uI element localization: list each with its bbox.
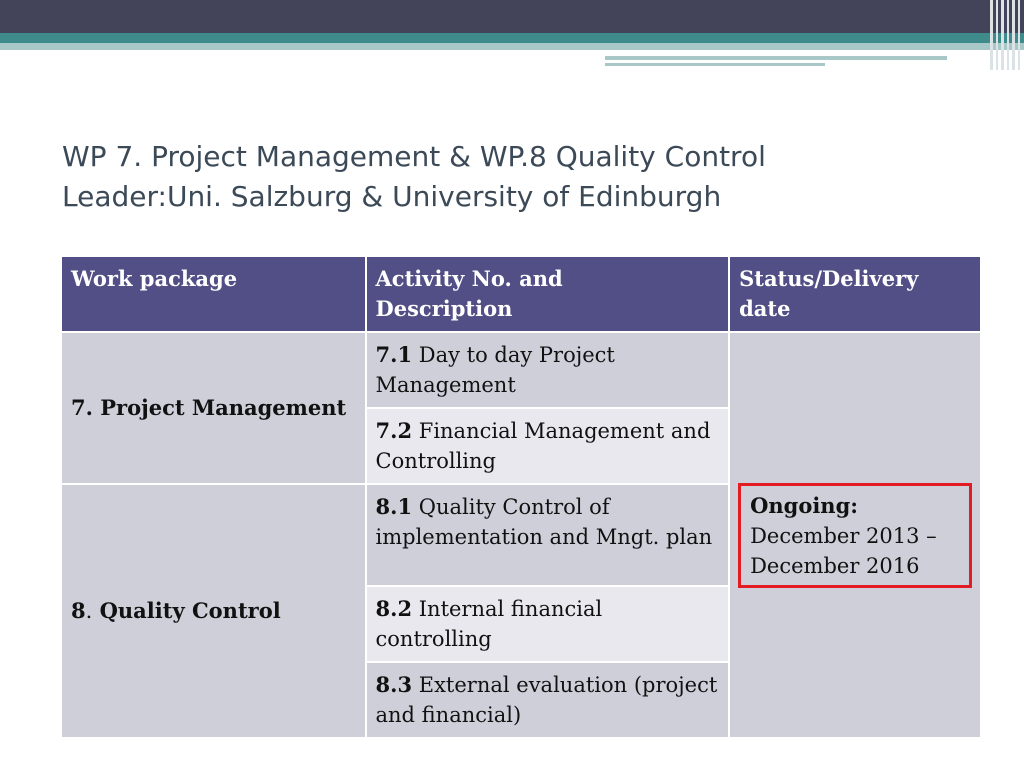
- activity-id: 8.2: [375, 596, 413, 621]
- table-row: [61, 332, 981, 408]
- table-header-row: [61, 256, 981, 332]
- activity-7-2: [366, 408, 730, 484]
- work-package-7: [61, 332, 366, 484]
- top-banner-teal: [0, 33, 1024, 43]
- activity-7-1: [366, 332, 730, 408]
- status-label: Ongoing:: [750, 492, 859, 518]
- status-highlight-box: [738, 483, 972, 588]
- wp-number: 7.: [71, 395, 93, 420]
- activity-text: Financial Management and Controlling: [375, 419, 711, 473]
- activity-id: 8.1: [375, 494, 413, 519]
- slide-title: [62, 137, 962, 217]
- activity-text: Internal financial controlling: [375, 597, 603, 651]
- header-work-package: Work package: [61, 256, 366, 332]
- header-status-line1: Status/Delivery: [739, 266, 919, 291]
- slide-title-line2: Leader:Uni. Salzburg & University of Edinburgh: [62, 180, 722, 213]
- header-status-line2: date: [739, 296, 791, 321]
- activity-id: 7.1: [375, 342, 413, 367]
- wp-number: 8: [71, 598, 86, 623]
- activity-8-1: [366, 484, 730, 586]
- status-dates: December 2013 – December 2016: [750, 523, 937, 578]
- top-banner-dark: [0, 0, 1024, 33]
- header-status: [729, 256, 981, 332]
- activity-text: Day to day Project Management: [375, 343, 615, 397]
- activity-text: External evaluation (project and financial): [375, 673, 718, 727]
- activity-id: 8.3: [375, 672, 413, 697]
- activity-8-2: [366, 586, 730, 662]
- wp-name: Project Management: [100, 395, 347, 420]
- header-activity: [366, 256, 730, 332]
- top-banner-light: [0, 43, 1024, 50]
- wp-name: Quality Control: [99, 598, 281, 623]
- activity-text: Quality Control of implementation and Mngt. plan: [375, 495, 713, 549]
- wp-separator: .: [85, 599, 93, 623]
- edge-decoration: [990, 0, 1024, 70]
- work-package-table: [60, 255, 982, 739]
- header-activity-line1: Activity No. and: [375, 266, 563, 291]
- activity-8-3: [366, 662, 730, 738]
- slide-title-line1: WP 7. Project Management & WP.8 Quality Control: [62, 140, 766, 173]
- activity-id: 7.2: [375, 418, 413, 443]
- work-package-8: [61, 484, 366, 738]
- accent-line: [605, 63, 825, 66]
- accent-line: [605, 56, 947, 60]
- header-activity-line2: Description: [375, 296, 513, 321]
- status-cell: [729, 332, 981, 738]
